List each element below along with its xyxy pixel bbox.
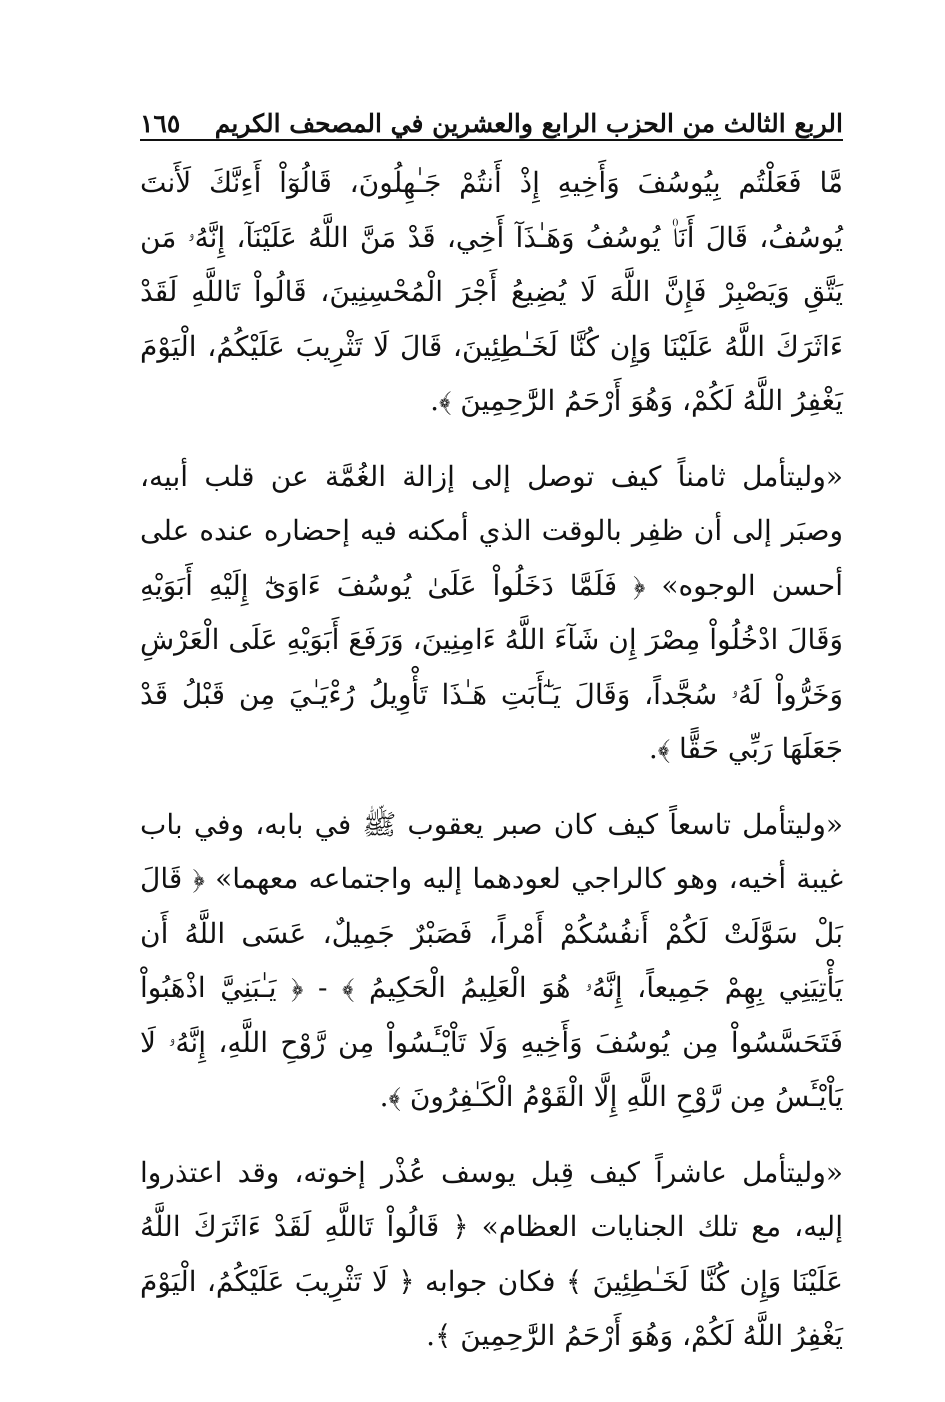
running-header: [140, 96, 843, 136]
paragraph-quran-continuation: مَّا فَعَلْتُم بِيُوسُفَ وَأَخِيهِ إِذْ أَنتُمْ جَـٰهِلُونَ، قَالُوٓاْ أَءِنَّكَ لَأَنتَ يُوسُفُ، قَالَ أَنَا۠ يُوسُفُ وَهَـٰذَآ أَخِي، قَدْ مَنَّ اللَّهُ عَلَيْنَآ، إِنَّهُۥ مَن يَتَّقِ وَيَصْبِرْ فَإِنَّ اللَّهَ لَا يُضِيعُ أَجْرَ الْمُحْسِنِينَ، قَالُواْ تَاللَّهِ لَقَدْ ءَاثَرَكَ اللَّهُ عَلَيْنَا وَإِن كُنَّا لَخَـٰطِئِينَ، قَالَ لَا تَثْرِيبَ عَلَيْكُمُ، الْيَوْمَ يَغْفِرُ اللَّهُ لَكُمْ، وَهُوَ أَرْحَمُ الرَّٰحِمِينَ ﴾.: [140, 166, 843, 417]
body-text: [140, 156, 843, 1364]
running-title: الربع الثالث من الحزب الرابع والعشرين في المصحف الكريم: [214, 109, 843, 138]
paragraph-eighth: «وليتأمل ثامناً كيف توصل إلى إزالة الغُمَّة عن قلب أبيه، وصبَر إلى أن ظفِر بالوقت الذي أمكنه فيه إحضاره عنده على أحسن الوجوه» ﴿ فَلَمَّا دَخَلُواْ عَلَىٰ يُوسُفَ ءَاوَىٰٓ إِلَيْهِ أَبَوَيْهِ وَقَالَ ادْخُلُواْ مِصْرَ إِن شَآءَ اللَّهُ ءَامِنِينَ، وَرَفَعَ أَبَوَيْهِ عَلَى الْعَرْشِ وَخَرُّواْ لَهُۥ سُجَّداً، وَقَالَ يَـٰٓأَبَتِ هَـٰذَا تَأْوِيلُ رُءْيَـٰيَ مِن قَبْلُ قَدْ جَعَلَهَا رَبِّي حَقًّا ﴾.: [140, 459, 844, 765]
page-number: ١٦٥: [140, 109, 181, 138]
paragraph-tenth: «وليتأمل عاشراً كيف قِبل يوسف عُذْر إخوته، وقد اعتذروا إليه، مع تلك الجنايات العظام» ﴿ قَالُواْ تَاللَّهِ لَقَدْ ءَاثَرَكَ اللَّهُ عَلَيْنَا وَإِن كُنَّا لَخَـٰطِئِينَ ﴾ فكان جوابه ﴿ لَا تَثْرِيبَ عَلَيْكُمُ، الْيَوْمَ يَغْفِرُ اللَّهُ لَكُمْ، وَهُوَ أَرْحَمُ الرَّٰحِمِينَ ﴾.: [140, 1155, 843, 1352]
header-divider: [140, 139, 843, 141]
paragraph-ninth: «وليتأمل تاسعاً كيف كان صبر يعقوب ﷺ في بابه، وفي باب غيبة أخيه، وهو كالراجي لعودهما إليه واجتماعه معهما» ﴿ قَالَ بَلْ سَوَّلَتْ لَكُمْ أَنفُسُكُمْ أَمْراً، فَصَبْرٌ جَمِيلٌ، عَسَى اللَّهُ أَن يَأْتِيَنِي بِهِمْ جَمِيعاً، إِنَّهُۥ هُوَ الْعَلِيمُ الْحَكِيمُ ﴾ - ﴿ يَـٰبَنِيَّ اذْهَبُواْ فَتَحَسَّسُواْ مِن يُوسُفَ وَأَخِيهِ وَلَا تَاْيْـَٔسُواْ مِن رَّوْحِ اللَّهِ، إِنَّهُۥ لَا يَاْيْـَٔسُ مِن رَّوْحِ اللَّهِ إِلَّا الْقَوْمُ الْكَـٰفِرُونَ ﴾.: [140, 807, 843, 1113]
